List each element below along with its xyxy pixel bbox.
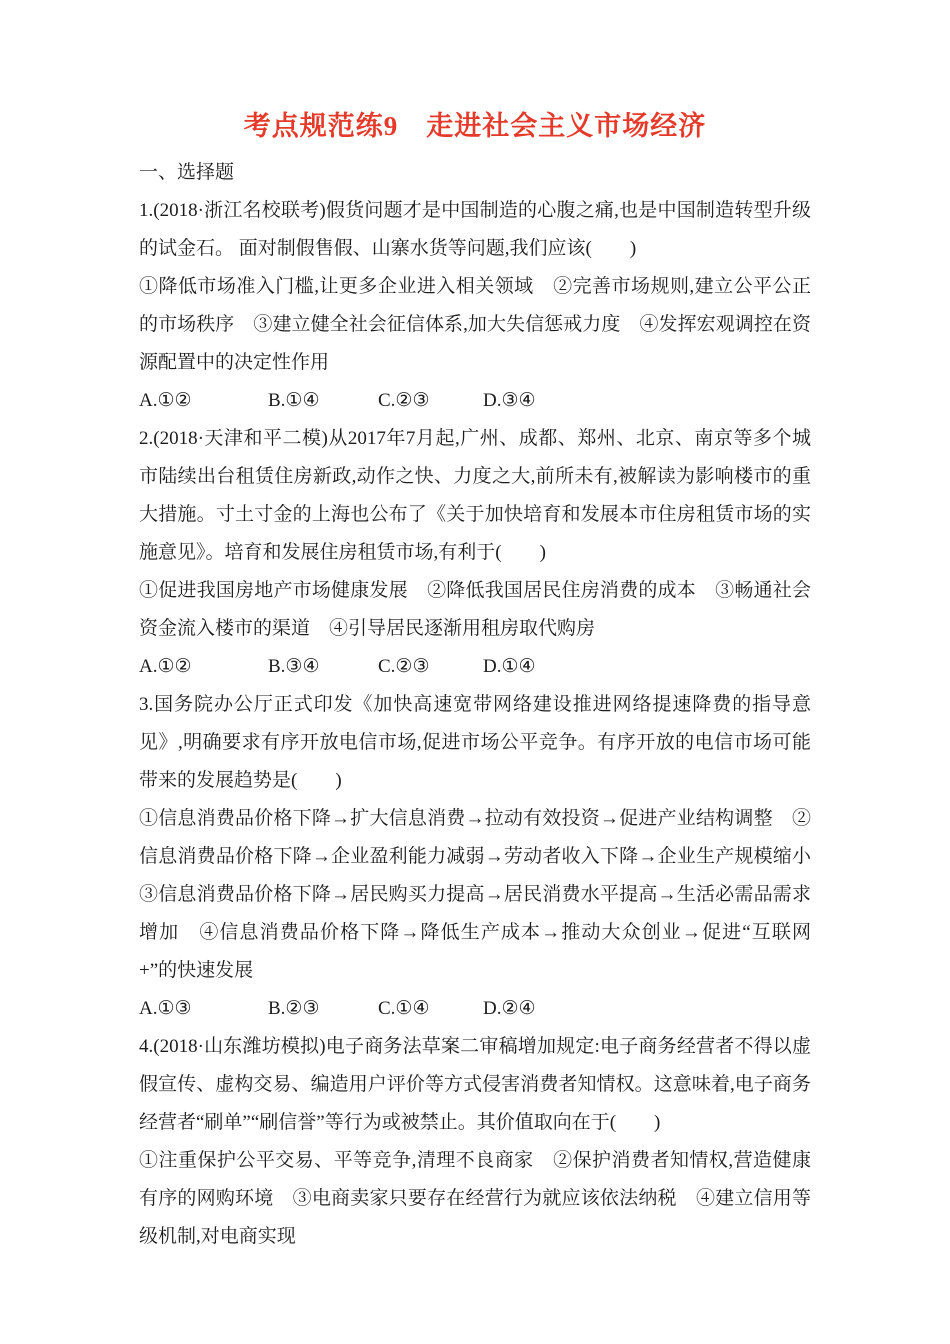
document-content xyxy=(139,0,831,1256)
question-4 xyxy=(139,1028,811,1256)
option-d: D.①④ xyxy=(483,656,536,677)
option-d: D.②④ xyxy=(483,998,536,1019)
option-a: A.①② xyxy=(139,656,192,677)
question-stem: 2.(2018·天津和平二模)从2017年7月起,广州、成都、郑州、北京、南京等多个城市陆续出台租赁住房新政,动作之快、力度之大,前所未有,被解读为影响楼市的重大措施。寸土寸金的上海也公布了《关于加快培育和发展本市住房租赁市场的实施意见》。培育和发展住房租赁市场,有利于( ) xyxy=(139,428,811,563)
question-stem: 1.(2018·浙江名校联考)假货问题才是中国制造的心腹之痛,也是中国制造转型升级的试金石。 面对制假售假、山寨水货等问题,我们应该( ) xyxy=(139,200,811,259)
question-items: ①信息消费品价格下降→扩大信息消费→拉动有效投资→促进产业结构调整 ②信息消费品价格下降→企业盈利能力减弱→劳动者收入下降→企业生产规模缩小 ③信息消费品价格下降→居民购买力提高→居民消费水平提高→生活必需品需求增加 ④信息消费品价格下降→降低生产成本→推动大众创业→促进“互联网+”的快速发展 xyxy=(139,808,831,981)
question-2 xyxy=(139,420,811,686)
question-stem: 4.(2018·山东潍坊模拟)电子商务法草案二审稿增加规定:电子商务经营者不得以虚假宣传、虚构交易、编造用户评价等方式侵害消费者知情权。这意味着,电子商务经营者“刷单”“刷信誉”等行为或被禁止。其价值取向在于( ) xyxy=(139,1036,811,1133)
question-options xyxy=(139,990,811,1028)
option-d: D.③④ xyxy=(483,390,536,411)
question-items: ①注重保护公平交易、平等竞争,清理不良商家 ②保护消费者知情权,营造健康有序的网购环境 ③电商卖家只要存在经营行为就应该依法纳税 ④建立信用等级机制,对电商实现 xyxy=(139,1150,811,1247)
question-1 xyxy=(139,192,811,420)
option-b: B.②③ xyxy=(268,998,320,1019)
section-heading: 一、选择题 xyxy=(139,162,235,183)
option-b: B.③④ xyxy=(268,656,320,677)
question-options xyxy=(139,382,811,420)
option-b: B.①④ xyxy=(268,390,320,411)
option-a: A.①② xyxy=(139,390,192,411)
question-items: ①促进我国房地产市场健康发展 ②降低我国居民住房消费的成本 ③畅通社会资金流入楼市的渠道 ④引导居民逐渐用租房取代购房 xyxy=(139,580,811,639)
question-3 xyxy=(139,686,831,1028)
option-c: C.②③ xyxy=(378,390,430,411)
question-stem: 3.国务院办公厅正式印发《加快高速宽带网络建设推进网络提速降费的指导意见》,明确要求有序开放电信市场,促进市场公平竞争。有序开放的电信市场可能带来的发展趋势是( ) xyxy=(139,694,811,791)
question-items: ①降低市场准入门槛,让更多企业进入相关领域 ②完善市场规则,建立公平公正的市场秩序 ③建立健全社会征信体系,加大失信惩戒力度 ④发挥宏观调控在资源配置中的决定性作用 xyxy=(139,276,811,373)
option-c: C.①④ xyxy=(378,998,430,1019)
question-options xyxy=(139,648,811,686)
option-c: C.②③ xyxy=(378,656,430,677)
option-a: A.①③ xyxy=(139,998,192,1019)
page-title: 考点规范练9 走进社会主义市场经济 xyxy=(243,111,707,141)
